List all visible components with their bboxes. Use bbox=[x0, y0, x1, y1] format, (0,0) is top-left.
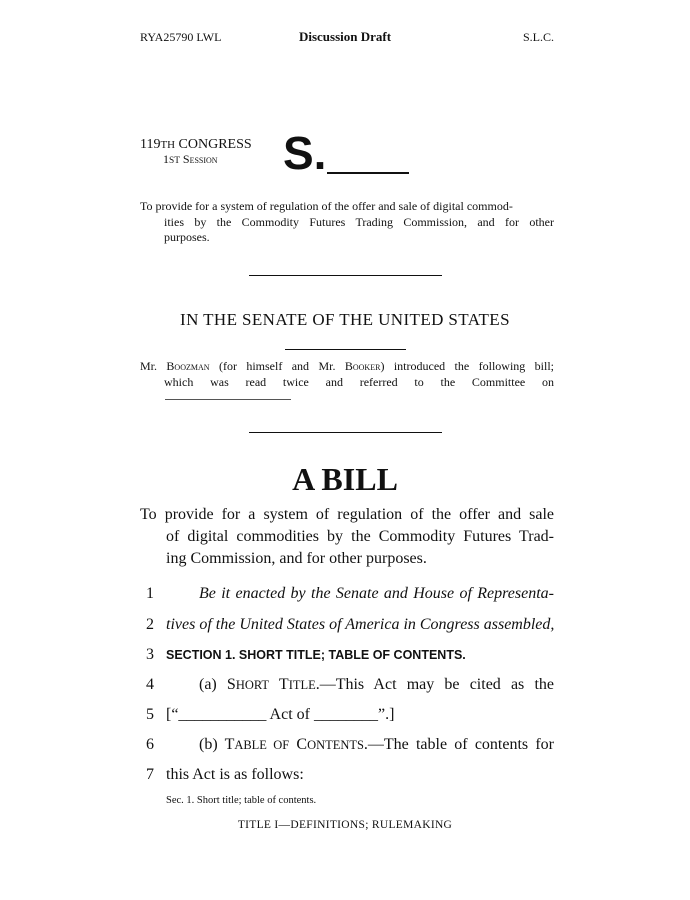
introduction-statement bbox=[140, 358, 554, 390]
line-number: 2 bbox=[146, 616, 154, 633]
bill-letter: S. bbox=[283, 127, 327, 179]
header-slc: S.L.C. bbox=[522, 30, 554, 44]
intro-line-2: which was read twice and referred to the Committee on bbox=[164, 375, 554, 389]
short-title-line: (a) SHORT TITLE.—This Act may be cited as the bbox=[199, 676, 555, 693]
toc-intro-line-2: this Act is as follows: bbox=[166, 766, 304, 783]
bill-number-blank bbox=[327, 172, 409, 174]
congress-label: 119TH CONGRESS bbox=[140, 137, 252, 152]
long-title-line-2: of digital commodities by the Commodity Futures Trad- bbox=[166, 528, 554, 545]
toc-title-heading: TITLE I—DEFINITIONS; RULEMAKING bbox=[237, 819, 453, 831]
long-title-line-1: To provide for a system of regulation of the offer and sale bbox=[140, 506, 554, 523]
committee-blank bbox=[165, 399, 291, 400]
enacting-clause-line-1: Be it enacted by the Senate and House of Representa- bbox=[199, 585, 554, 602]
long-title-line-3: ing Commission, and for other purposes. bbox=[166, 550, 427, 567]
toc-entry: Sec. 1. Short title; table of contents. bbox=[166, 795, 317, 806]
line-number: 6 bbox=[146, 736, 154, 753]
intro-line-1: Mr. Boozman (for himself and Mr. Booker) introduced the following bill; bbox=[140, 359, 555, 373]
section-heading: SECTION 1. SHORT TITLE; TABLE OF CONTENTS. bbox=[166, 648, 466, 662]
line-number: 3 bbox=[146, 646, 154, 663]
divider-rule bbox=[285, 349, 406, 350]
line-number: 7 bbox=[146, 766, 154, 783]
purpose-summary bbox=[140, 199, 554, 246]
divider-rule bbox=[249, 432, 442, 433]
purpose-line-3: purposes. bbox=[164, 230, 210, 244]
document-type: A BILL bbox=[292, 461, 398, 497]
short-title-blank-line: [“___________ Act of ________”.] bbox=[166, 706, 395, 723]
toc-intro-line: (b) TABLE OF CONTENTS.—The table of contents for bbox=[199, 736, 555, 753]
chamber-heading: IN THE SENATE OF THE UNITED STATES bbox=[180, 310, 510, 329]
line-number: 4 bbox=[146, 676, 154, 693]
cosponsor-name: Booker bbox=[344, 359, 381, 373]
line-number: 5 bbox=[146, 706, 154, 723]
session-label: 1ST Session bbox=[163, 152, 218, 166]
purpose-line-2: ities by the Commodity Futures Trading Commission, and for other bbox=[164, 214, 554, 229]
header-draft-label: Discussion Draft bbox=[298, 29, 392, 44]
purpose-line-1: To provide for a system of regulation of the offer and sale of digital commod- bbox=[140, 199, 513, 213]
long-title bbox=[140, 504, 554, 570]
enacting-clause-line-2: tives of the United States of America in Congress assembled, bbox=[166, 616, 555, 633]
divider-rule bbox=[249, 275, 442, 276]
sponsor-name: Boozman bbox=[166, 359, 210, 373]
line-number: 1 bbox=[146, 585, 154, 602]
header-doc-id: RYA25790 LWL bbox=[140, 30, 222, 44]
